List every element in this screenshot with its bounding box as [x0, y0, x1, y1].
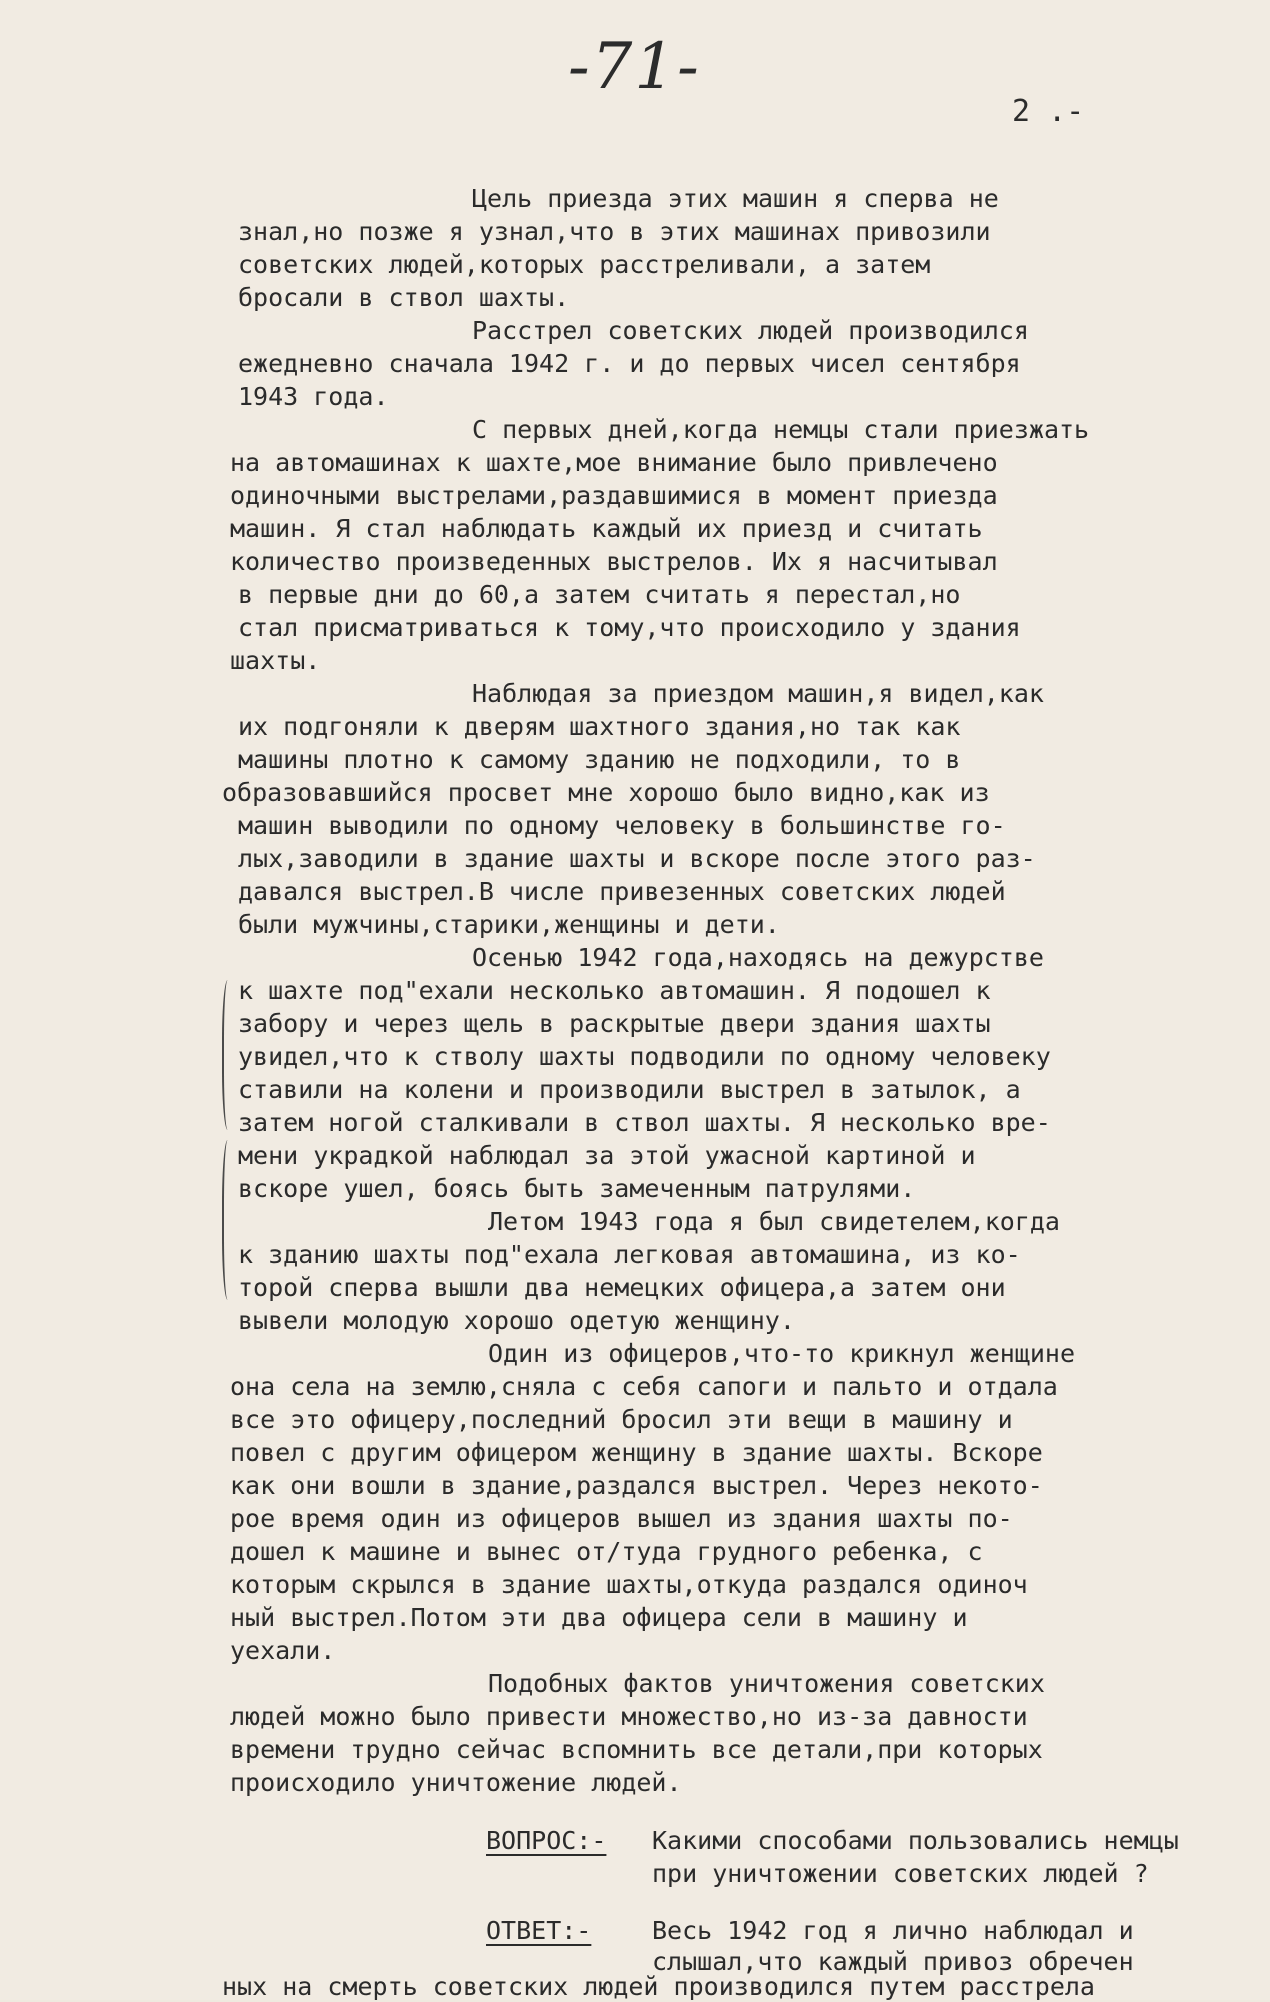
text-line: ный выстрел.Потом эти два офицера сели в машину и — [230, 1603, 968, 1632]
text-line: Подобных фактов уничтожения советских — [488, 1669, 1045, 1698]
text-line: знал,но позже я узнал,что в этих машинах привозили — [238, 217, 991, 246]
text-line: одиночными выстрелами,раздавшимися в момент приезда — [230, 481, 998, 510]
text-line: дошел к машине и вынес от/туда грудного ребенка, с — [230, 1537, 983, 1566]
text-line: как они вошли в здание,раздался выстрел. Через некото- — [230, 1471, 1043, 1500]
text-line: повел с другим офицером женщину в здание шахты. Вскоре — [230, 1438, 1043, 1467]
text-line: Один из офицеров,что-то крикнул женщине — [488, 1339, 1075, 1368]
text-line: лых,заводили в здание шахты и вскоре после этого раз- — [238, 844, 1036, 873]
margin-mark — [222, 980, 236, 1130]
margin-mark — [222, 1140, 236, 1300]
text-line: уехали. — [230, 1636, 336, 1665]
text-line: ставили на колени и производили выстрел в затылок, а — [238, 1075, 1021, 1104]
text-line: давался выстрел.В числе привезенных советских людей — [238, 877, 1006, 906]
text-line: образовавшийся просвет мне хорошо было видно,как из — [222, 778, 990, 807]
answer-line: Весь 1942 год я лично наблюдал и — [652, 1916, 1134, 1945]
text-line: увидел,что к стволу шахты подводили по одному человеку — [238, 1042, 1051, 1071]
text-line: стал присматриваться к тому,что происходило у здания — [238, 613, 1021, 642]
question-line: при уничтожении советских людей ? — [652, 1859, 1149, 1888]
text-line: времени трудно сейчас вспомнить все детали,при которых — [230, 1735, 1043, 1764]
page-number: 2 .- — [1012, 94, 1085, 129]
folio-number: -71- — [568, 30, 701, 104]
text-line: забору и через щель в раскрытые двери здания шахты — [238, 1009, 991, 1038]
text-line: Цель приезда этих машин я сперва не — [472, 184, 999, 213]
text-line: Осенью 1942 года,находясь на дежурстве — [472, 943, 1044, 972]
text-line: к шахте под"ехали несколько автомашин. Я подошел к — [238, 976, 991, 1005]
text-line: советских людей,которых расстреливали, а затем — [238, 250, 931, 279]
question-line: Какими способами пользовались немцы — [652, 1826, 1179, 1855]
answer-line: слышал,что каждый привоз обречен — [652, 1947, 1134, 1976]
text-line: торой сперва вышли два немецких офицера,а затем они — [238, 1273, 1006, 1302]
text-line: рое время один из офицеров вышел из здания шахты по- — [230, 1504, 1013, 1533]
text-line: Летом 1943 года я был свидетелем,когда — [488, 1207, 1060, 1236]
text-line: были мужчины,старики,женщины и дети. — [238, 910, 780, 939]
text-line: на автомашинах к шахте,мое внимание было привлечено — [230, 448, 998, 477]
text-line: их подгоняли к дверям шахтного здания,но так как — [238, 712, 961, 741]
text-line: вскоре ушел, боясь быть замеченным патрулями. — [238, 1174, 916, 1203]
text-line: шахты. — [230, 646, 321, 675]
text-line: Наблюдая за приездом машин,я видел,как — [472, 679, 1044, 708]
question-label: ВОПРОС:- — [486, 1826, 607, 1855]
text-line: она села на землю,сняла с себя сапоги и пальто и отдала — [230, 1372, 1058, 1401]
text-line: к зданию шахты под"ехала легковая автомашина, из ко- — [238, 1240, 1021, 1269]
text-line: затем ногой сталкивали в ствол шахты. Я несколько вре- — [238, 1108, 1051, 1137]
text-line: машины плотно к самому зданию не подходили, то в — [238, 745, 961, 774]
text-line: людей можно было привести множество,но из-за давности — [230, 1702, 1028, 1731]
text-line: бросали в ствол шахты. — [238, 283, 570, 312]
text-line: 1943 года. — [238, 382, 389, 411]
text-line: в первые дни до 60,а затем считать я перестал,но — [238, 580, 961, 609]
answer-label: ОТВЕТ:- — [486, 1916, 592, 1945]
text-line: ежедневно сначала 1942 г. и до первых чисел сентября — [238, 349, 1021, 378]
text-line: мени украдкой наблюдал за этой ужасной картиной и — [238, 1141, 976, 1170]
text-line: машин выводили по одному человеку в большинстве го- — [238, 811, 1006, 840]
text-line: Расстрел советских людей производился — [472, 316, 1029, 345]
text-line: все это офицеру,последний бросил эти вещи в машину и — [230, 1405, 1013, 1434]
text-line: количество произведенных выстрелов. Их я насчитывал — [230, 547, 998, 576]
text-line: которым скрылся в здание шахты,откуда раздался одиноч — [230, 1570, 1028, 1599]
text-line: машин. Я стал наблюдать каждый их приезд и считать — [230, 514, 983, 543]
text-line: С первых дней,когда немцы стали приезжать — [472, 415, 1090, 444]
answer-line: ных на смерть советских людей производился путем расстрела — [222, 1972, 1095, 2001]
text-line: вывели молодую хорошо одетую женщину. — [238, 1306, 795, 1335]
text-line: происходило уничтожение людей. — [230, 1768, 682, 1797]
